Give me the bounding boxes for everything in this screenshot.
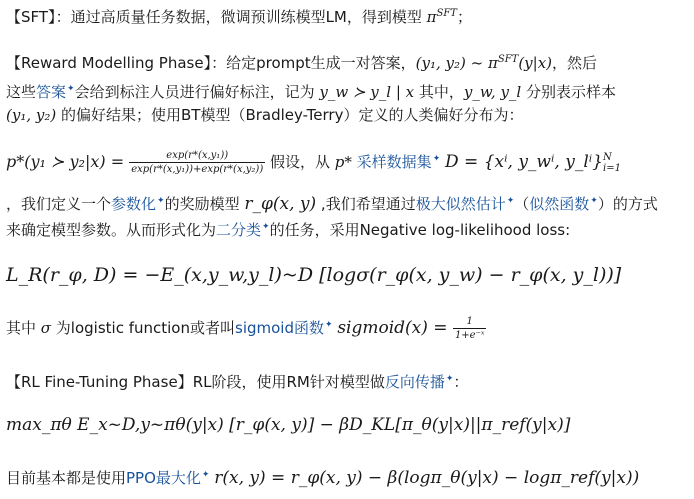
rl-tag: 【RL Fine-Tuning Phase】 — [6, 373, 193, 391]
ppo-line: 目前基本都是使用PPO最大化✦ r(x, y) = r_φ(x, y) − β(logπ_θ(y|x) − logπ_ref(y|x)) — [6, 468, 640, 488]
sft-tag: 【SFT】 — [6, 8, 56, 26]
bt-lhs: p*(y₁ ≻ y₂|x) = — [6, 152, 130, 171]
reward-model-line: ，我们定义一个参数化✦的奖励模型 r_φ(x, y) ,我们希望通过极大似然估计✦（似然函数✦）的方式 — [6, 194, 658, 214]
bt-fraction: $\frac{\text{exp(r*(x,y₁))}}{\text{exp(r*(x,y₁))+exp(r*(x,y₂))}}$ — [131, 150, 264, 175]
sigmoid-line: 其中 σ 为logistic function或者叫sigmoid函数✦ sigmoid(x) = $\frac{1}{\text{1+e⁻ˣ}}$ — [6, 316, 485, 341]
backprop-link[interactable]: 反向传播 — [384, 373, 445, 391]
annotation-line: 这些答案✦会给到标注人员进行偏好标注，记为 y_w ≻ y_l | x 其中，y_w, y_l 分别表示样本 — [6, 83, 617, 101]
rl-finetuning-line: 【RL Fine-Tuning Phase】RL阶段，使用RM针对模型做反向传播✦： — [6, 373, 469, 391]
answer-pair: (y₁, y₂) — [415, 54, 466, 72]
likelihood-link[interactable]: 似然函数 — [529, 195, 590, 213]
binary-classification-link[interactable]: 二分类 — [216, 221, 262, 239]
loss-formula: L_R(r_φ, D) = −E_(x,y_w,y_l)~D [logσ(r_φ(x, y_w) − r_φ(x, y_l))] — [6, 264, 622, 286]
link-plus-icon: ✦ — [432, 154, 441, 164]
dataset-math: D = {xⁱ, y_wⁱ, y_lⁱ} — [445, 152, 603, 172]
parameterization-link[interactable]: 参数化 — [111, 195, 157, 213]
loss-intro-line: 来确定模型参数。从而形式化为二分类✦的任务，采用Negative log-likelihood loss: — [6, 221, 571, 239]
reward-modelling-line: 【Reward Modelling Phase】：给定prompt生成一对答案，(y₁, y₂) ~ $\pi^{SFT}(y|x)$，然后 — [6, 54, 598, 72]
sft-line: 【SFT】：通过高质量任务数据，微调预训练模型LM，得到模型 $\pi^{SFT}$； — [6, 8, 472, 26]
ppo-formula: r(x, y) = r_φ(x, y) − β(logπ_θ(y|x) − logπ_ref(y|x)) — [214, 468, 640, 488]
sample-dataset-link[interactable]: 采样数据集 — [356, 153, 432, 171]
bt-model-line: (y₁, y₂) 的偏好结果；使用BT模型（Bradley-Terry）定义的人类偏好分布为： — [6, 106, 524, 124]
sft-superscript: SFT — [436, 8, 457, 19]
answer-link[interactable]: 答案 — [36, 83, 67, 101]
loss-formula-line — [6, 264, 621, 287]
sigmoid-link[interactable]: sigmoid函数 — [235, 319, 324, 337]
bt-formula-line: p*(y₁ ≻ y₂|x) = $\frac{\text{exp(r*(x,y₁))}}{\text{exp(r*(x,y₁))+exp(r*(x,y₂))}}$ 假设，从 p* 采样数据集✦ D = {xⁱ, y_wⁱ, y_lⁱ} N i=1 — [6, 150, 621, 175]
link-plus-icon: ✦ — [445, 374, 454, 384]
link-plus-icon: ✦ — [262, 222, 270, 232]
rm-tag: 【Reward Modelling Phase】 — [6, 54, 212, 72]
pi-symbol: π — [426, 8, 437, 26]
rl-objective-line — [6, 414, 570, 436]
link-plus-icon: ✦ — [157, 196, 165, 206]
link-plus-icon: ✦ — [590, 196, 598, 206]
preference-math: y_w ≻ y_l | x — [319, 83, 415, 101]
sft-text: ：通过高质量任务数据，微调预训练模型LM，得到模型 — [55, 8, 427, 26]
sigmoid-fraction: $\frac{1}{\text{1+e⁻ˣ}}$ — [454, 316, 485, 341]
mle-link[interactable]: 极大似然估计 — [415, 195, 506, 213]
link-plus-icon: ✦ — [67, 84, 75, 94]
link-plus-icon: ✦ — [201, 470, 210, 480]
rl-objective-formula: max_πθ E_x~D,y~πθ(y|x) [r_φ(x, y)] − βD_KL[π_θ(y|x)||π_ref(y|x)] — [6, 415, 571, 435]
ppo-link[interactable]: PPO最大化 — [126, 469, 201, 487]
link-plus-icon: ✦ — [324, 320, 333, 330]
link-plus-icon: ✦ — [506, 196, 515, 206]
